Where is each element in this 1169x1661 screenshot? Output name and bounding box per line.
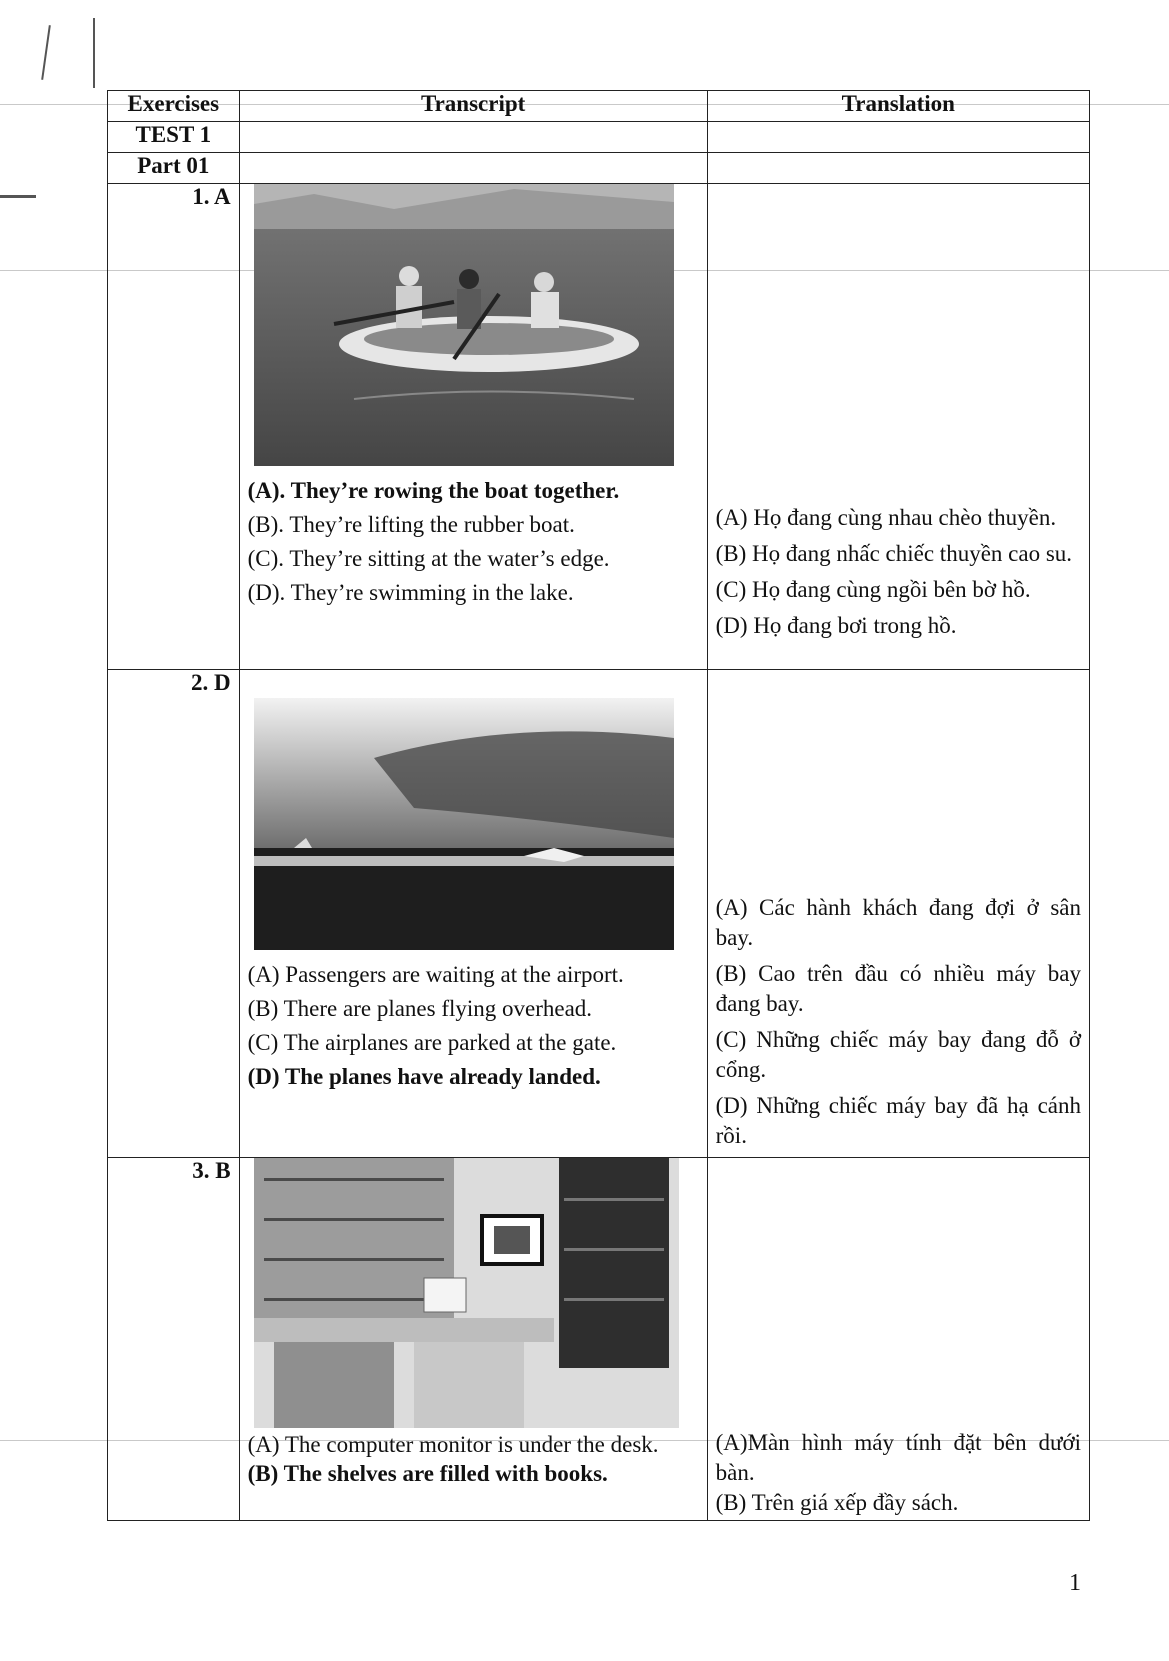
transcript-cell [239,184,707,670]
rowing-boat-photo [254,184,674,466]
margin-mark [0,195,36,198]
translation-text: (D) Họ đang bơi trong hồ. [715,613,957,638]
translation-text: (B) Họ đang nhấc chiếc thuyền cao su. [715,541,1073,566]
question-number: 1. A [108,184,240,670]
header-exercises: Exercises [108,91,240,122]
translation-cell [707,1158,1089,1521]
question-row [108,184,1090,670]
margin-stroke [41,25,51,80]
question-number: 3. B [108,1158,240,1521]
translation-text: (B) Trên giá xếp đầy sách. [715,1490,959,1515]
question-number: 2. D [108,670,240,1158]
airplanes-airfield-photo [254,698,674,950]
transcript-cell [239,1158,707,1521]
option-text: (C). They’re sitting at the water’s edge. [247,546,610,571]
header-row [108,91,1090,122]
margin-stroke [93,18,95,88]
translation-text: (C) Họ đang cùng ngồi bên bờ hồ. [715,577,1031,602]
office-bookshelves-photo [254,1158,679,1428]
option-text: (A) The computer monitor is under the desk. [247,1432,659,1457]
page-number: 1 [1069,1570,1081,1596]
header-translation: Translation [707,91,1089,122]
option-text: (B) There are planes flying overhead. [247,996,593,1021]
transcript-cell [239,670,707,1158]
question-row [108,1158,1090,1521]
translation-text: (A) Họ đang cùng nhau chèo thuyền. [715,505,1057,530]
question-row [108,670,1090,1158]
translation-text: (A) Các hành khách đang đợi ở sân bay. [715,895,1081,950]
option-text: (D). They’re swimming in the lake. [247,580,574,605]
option-text: (A). They’re rowing the boat together. [247,478,620,503]
translation-text: (B) Cao trên đầu có nhiều máy bay đang bay. [715,961,1081,1016]
option-text: (B) The shelves are filled with books. [247,1461,608,1486]
option-text: (A) Passengers are waiting at the airport. [247,962,624,987]
translation-text: (A)Màn hình máy tính đặt bên dưới bàn. [715,1430,1081,1485]
part-label: Part 01 [108,153,240,184]
test-label: TEST 1 [108,122,240,153]
exercise-table [107,90,1090,1521]
option-text: (D) The planes have already landed. [247,1064,601,1089]
translation-text: (D) Những chiếc máy bay đã hạ cánh rồi. [715,1093,1081,1148]
part-row [108,153,1090,184]
option-text: (C) The airplanes are parked at the gate. [247,1030,617,1055]
option-text: (B). They’re lifting the rubber boat. [247,512,575,537]
header-transcript: Transcript [239,91,707,122]
translation-cell [707,184,1089,670]
translation-cell [707,670,1089,1158]
translation-text: (C) Những chiếc máy bay đang đỗ ở cổng. [715,1027,1081,1082]
test-row [108,122,1090,153]
